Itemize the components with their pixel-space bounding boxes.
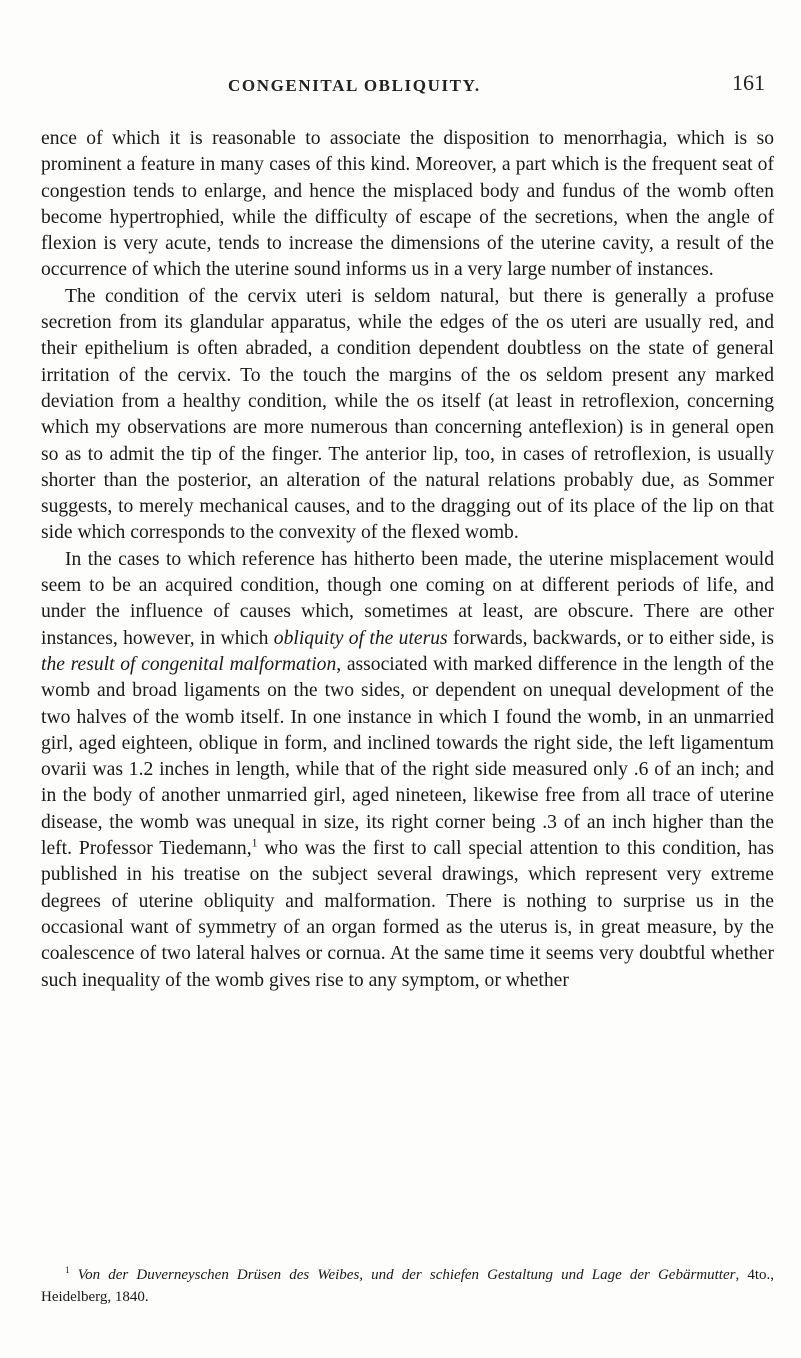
running-head: CONGENITAL OBLIQUITY. [228, 76, 481, 95]
footnote [41, 1264, 774, 1308]
footnote-reference: 1 [251, 836, 258, 850]
paragraph-1: ence of which it is reasonable to associate the disposition to menorrhagia, which is so prominent a feature in many cases of this kind. Moreover, a part which is the frequent seat of congestion tends to enlarge, and hence the misplaced body and fundus of the womb often become hypertrophied, while the difficulty of escape of the secretions, when the angle of flexion is very acute, tends to increase the dimensions of the uterine cavity, a result of the occurrence of which the uterine sound informs us in a very large number of instances. [41, 128, 774, 281]
paragraph-3-part-c: , associated with marked difference in the length of the womb and broad ligaments on the two sides, or dependent on unequal development of the two halves of the womb itself. In one instance in which I found the womb, in an unmarried girl, aged eighteen, oblique in form, and inclined towards the right side, the left ligamentum ovarii was 1.2 inches in length, while that of the right side measured only .6 of an inch; and in the body of another unmarried girl, aged nineteen, likewise free from all trace of uterine disease, the womb was unequal in size, its right corner being .3 of an inch higher than the left. Professor Tiedemann, [41, 653, 774, 860]
page-number: 161 [732, 70, 765, 95]
paragraph-3-part-b: forwards, backwards, or to either side, is [447, 627, 774, 649]
footnote-title: Von der Duverneyschen Drüsen des Weibes, und der schiefen Gestaltung und Lage der Gebärmutter [77, 1267, 736, 1283]
italic-obliquity: obliquity of the uterus [273, 627, 448, 649]
paragraph-2: The condition of the cervix uteri is seldom natural, but there is generally a profuse secretion from its glandular apparatus, while the edges of the os uteri are usually red, and their epithelium is often abraded, a condition dependent doubtless on the state of general irritation of the cervix. To the touch the margins of the os seldom present any marked deviation from a healthy condition, while the os itself (at least in retroflexion, concerning which my observations are more numerous than concerning anteflexion) is in general open so as to admit the tip of the finger. The anterior lip, too, in cases of retroflexion, is usually shorter than the posterior, an alteration of the natural relations probably due, as Sommer suggests, to merely mechanical causes, and to the dragging out of its place of the lip on that side which corresponds to the convexity of the flexed womb. [41, 285, 774, 544]
paragraph-3-part-a: In the cases to which reference has hitherto been made, the uterine misplacement would seem to be an acquired condition, though one coming on at different periods of life, and under the influence of causes which, sometimes at least, are obscure. There are other instances, however, in which [41, 548, 774, 649]
paragraph-3-part-d: who was the first to call special attention to this condition, has published in his treatise on the subject several drawings, which represent very extreme degrees of uterine obliquity and malformation. There is nothing to surprise us in the occasional want of symmetry of an organ formed as the uterus is, in great measure, by the coalescence of two lateral halves or cornua. At the same time it seems very doubtful whether such inequality of the womb gives rise to any symptom, or whether [41, 838, 775, 991]
footnote-marker: 1 [65, 1265, 70, 1275]
body-text [41, 126, 774, 994]
footnote-rest: , 4to., Heidelberg, 1840. [41, 1267, 774, 1305]
paragraph-3 [41, 547, 774, 994]
italic-congenital: the result of congenital malformation [41, 653, 337, 675]
